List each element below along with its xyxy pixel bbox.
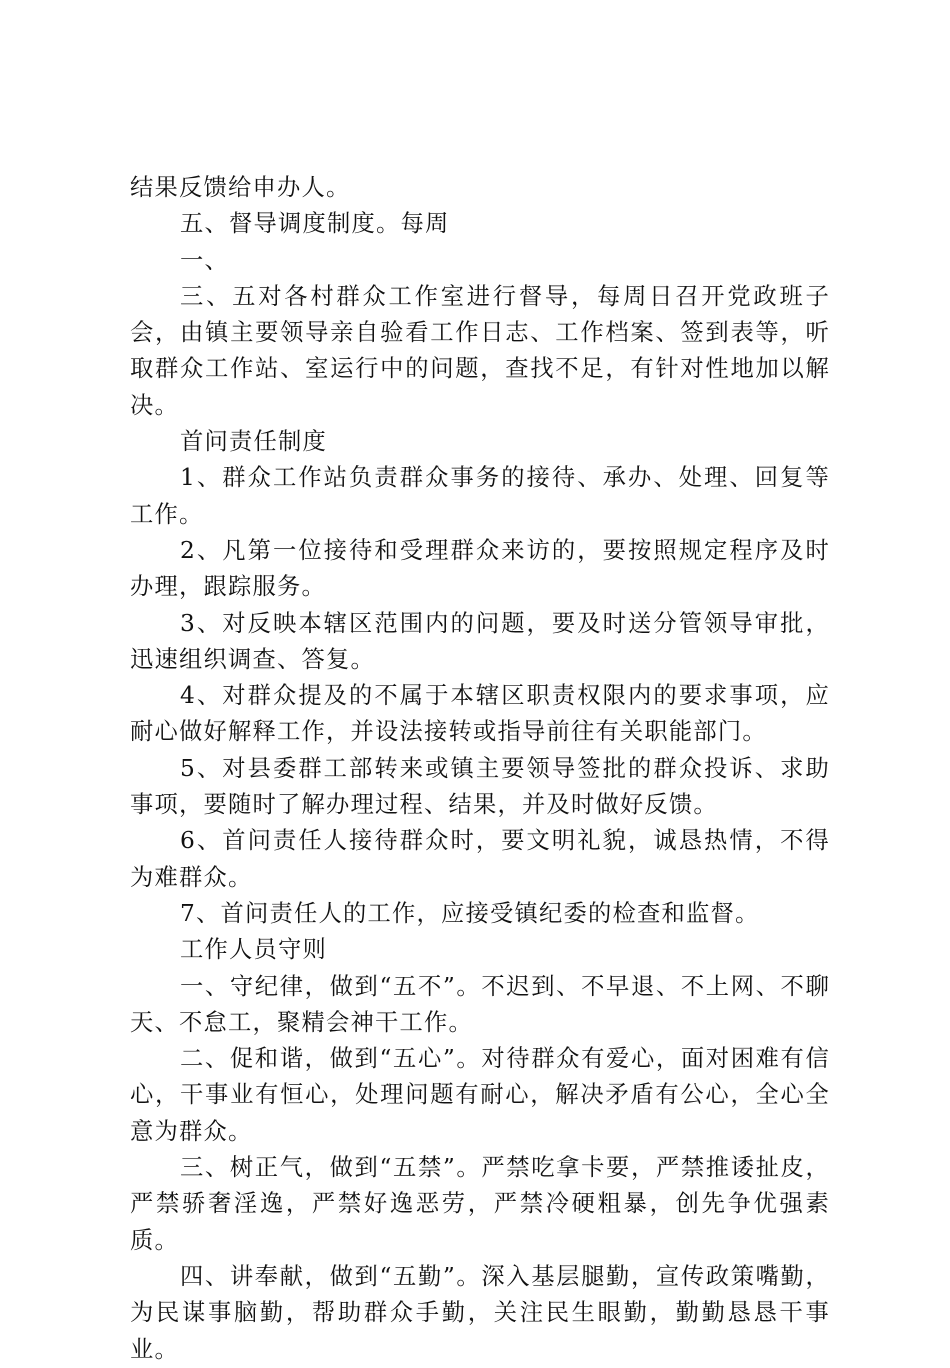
section-heading-staff-code: 工作人员守则	[180, 936, 327, 964]
paragraph-rule-4: 4、对群众提及的不属于本辖区职责权限内的要求事项，应耐心做好解释工作，并设法接转或指导前往有关职能部门。	[130, 682, 830, 746]
paragraph-supervision-detail: 三、五对各村群众工作室进行督导，每周日召开党政班子会，由镇主要领导亲自验看工作日志、工作档案、签到表等，听取群众工作站、室运行中的问题，查找不足，有针对性地加以解决。	[130, 282, 830, 419]
paragraph-supervision-heading: 五、督导调度制度。每周	[180, 210, 450, 238]
paragraph-rule-2: 2、凡第一位接待和受理群众来访的，要按照规定程序及时办理，跟踪服务。	[130, 536, 830, 601]
paragraph-item-one: 一、	[180, 246, 229, 274]
paragraph-rule-5: 5、对县委群工部转来或镇主要领导签批的群众投诉、求助事项，要随时了解办理过程、结果，并及时做好反馈。	[130, 754, 830, 819]
paragraph-rule-3: 3、对反映本辖区范围内的问题，要及时送分管领导审批，迅速组织调查、答复。	[130, 609, 830, 673]
paragraph-code-discipline: 一、守纪律，做到“五不”。不迟到、不早退、不上网、不聊天、不怠工，聚精会神干工作。	[130, 972, 830, 1036]
paragraph-feedback-result: 结果反馈给申办人。	[130, 174, 351, 201]
document-body	[130, 170, 830, 1368]
paragraph-code-dedication: 四、讲奉献，做到“五勤”。深入基层腿勤，宣传政策嘴勤，为民谋事脑勤，帮助群众手勤，关注民生眼勤，勤勤恳恳干事业。	[130, 1262, 830, 1363]
section-heading-first-inquiry: 首问责任制度	[180, 428, 327, 456]
paragraph-rule-6: 6、首问责任人接待群众时，要文明礼貌，诚恳热情，不得为难群众。	[130, 827, 830, 891]
paragraph-rule-1: 1、群众工作站负责群众事务的接待、承办、处理、回复等工作。	[130, 464, 830, 528]
paragraph-rule-7: 7、首问责任人的工作，应接受镇纪委的检查和监督。	[180, 899, 760, 927]
paragraph-code-integrity: 三、树正气，做到“五禁”。严禁吃拿卡要，严禁推诿扯皮，严禁骄奢淫逸，严禁好逸恶劳，严禁冷硬粗暴，创先争优强素质。	[130, 1154, 830, 1254]
paragraph-code-harmony: 二、促和谐，做到“五心”。对待群众有爱心，面对困难有信心，干事业有恒心，处理问题有耐心，解决矛盾有公心，全心全意为群众。	[130, 1045, 830, 1145]
